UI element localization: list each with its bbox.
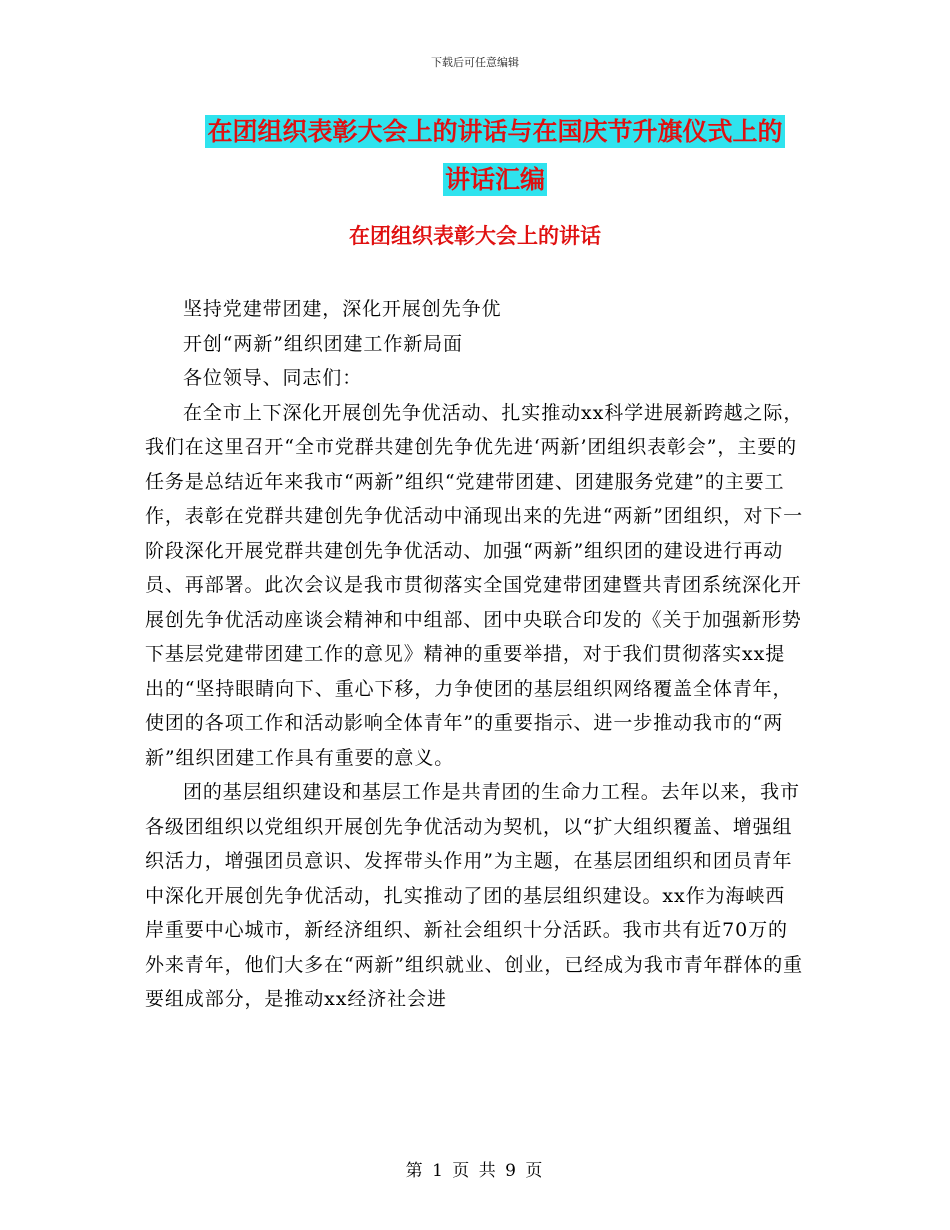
slogan-line-1: 坚持党建带团建，深化开展创先争优 bbox=[183, 298, 502, 320]
document-body bbox=[145, 292, 805, 1017]
main-title-line1: 在团组织表彰大会上的讲话与在国庆节升旗仪式上的 bbox=[207, 117, 783, 146]
slogan-line-2: 开创“两新”组织团建工作新局面 bbox=[183, 332, 463, 355]
salutation: 各位领导、同志们： bbox=[183, 367, 363, 389]
body-paragraph: 团的基层组织建设和基层工作是共青团的生命力工程。去年以来，我市各级团组织以党组织开展创先争优活动为契机，以“扩大组织覆盖、增强组织活力，增强团员意识、发挥带头作用”为主题，在基层团组织和团员青年中深化开展创先争优活动，扎实推动了团的基层组织建设。xx作为海峡西岸重要中心城市，新经济组织、新社会组织十分活跃。我市共有近70万的外来青年，他们大多在“两新”组织就业、创业，已经成为我市青年群体的重要组成部分，是推动xx经济社会进 bbox=[145, 781, 804, 1010]
header-note: 下载后可任意编辑 bbox=[431, 56, 519, 69]
main-title-line2: 讲话汇编 bbox=[444, 165, 545, 194]
section-title: 在团组织表彰大会上的讲话 bbox=[349, 223, 601, 248]
main-title bbox=[145, 108, 845, 204]
body-paragraph: 在全市上下深化开展创先争优活动、扎实推动xx科学进展新跨越之际，我们在这里召开“全市党群共建创先争优先进‘两新’团组织表彰会”，主要的任务是总结近年来我市“两新”组织“党建带团建、团建服务党建”的主要工作，表彰在党群共建创先争优活动中涌现出来的先进“两新”团组织，对下一阶段深化开展党群共建创先争优活动、加强“两新”组织团的建设进行再动员、再部署。此次会议是我市贯彻落实全国党建带团建暨共青团系统深化开展创先争优活动座谈会精神和中组部、团中央联合印发的《关于加强新形势下基层党建带团建工作的意见》精神的重要举措，对于我们贯彻落实xx提出的“坚持眼睛向下、重心下移，力争使团的基层组织网络覆盖全体青年，使团的各项工作和活动影响全体青年”的重要指示、进一步推动我市的“两新”组织团建工作具有重要的意义。 bbox=[145, 401, 804, 769]
page-footer: 第 1 页 共 9 页 bbox=[405, 1161, 545, 1181]
